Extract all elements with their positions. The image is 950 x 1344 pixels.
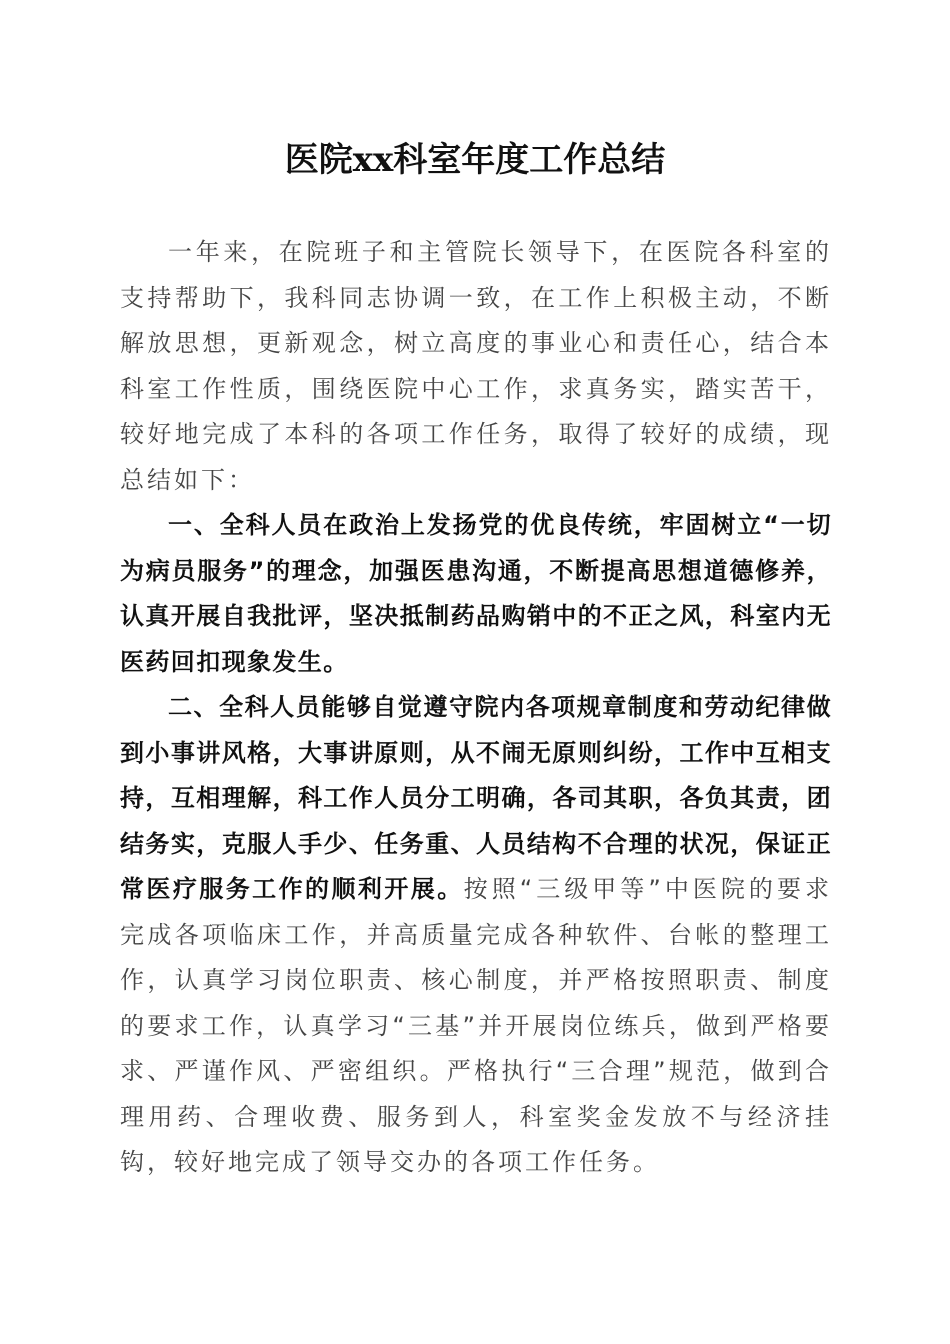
document-body [120, 230, 832, 1186]
page-title: 医院xx科室年度工作总结 [284, 140, 666, 180]
section-2-paragraph [120, 685, 832, 1186]
section-2-heading: 二、全科人员能够自觉遵守院内各项规章制度和劳动纪律做到小事讲风格，大事讲原则，从不闹无原则纠纷，工作中互相支持，互相理解，科工作人员分工明确，各司其职，各负其责，团结务实，克服人手少、任务重、人员结构不合理的状况，保证正常医疗服务工作的顺利开展。 [120, 693, 832, 903]
section-1-paragraph: 一、全科人员在政治上发扬党的优良传统，牢固树立“一切为病员服务”的理念，加强医患沟通，不断提高思想道德修养，认真开展自我批评，坚决抵制药品购销中的不正之风，科室内无医药回扣现象发生。 [120, 511, 832, 676]
intro-paragraph: 一年来，在院班子和主管院长领导下，在医院各科室的支持帮助下，我科同志协调一致，在工作上积极主动，不断解放思想，更新观念，树立高度的事业心和责任心，结合本科室工作性质，围绕医院中心工作，求真务实，踏实苦干，较好地完成了本科的各项工作任务，取得了较好的成绩，现总结如下： [120, 238, 832, 494]
section-2-body: 按照“三级甲等”中医院的要求完成各项临床工作，并高质量完成各种软件、台帐的整理工作，认真学习岗位职责、核心制度，并严格按照职责、制度的要求工作，认真学习“三基”并开展岗位练兵，做到严格要求、严谨作风、严密组织。严格执行“三合理”规范，做到合理用药、合理收费、服务到人，科室奖金发放不与经济挂钩，较好地完成了领导交办的各项工作任务。 [120, 875, 832, 1176]
